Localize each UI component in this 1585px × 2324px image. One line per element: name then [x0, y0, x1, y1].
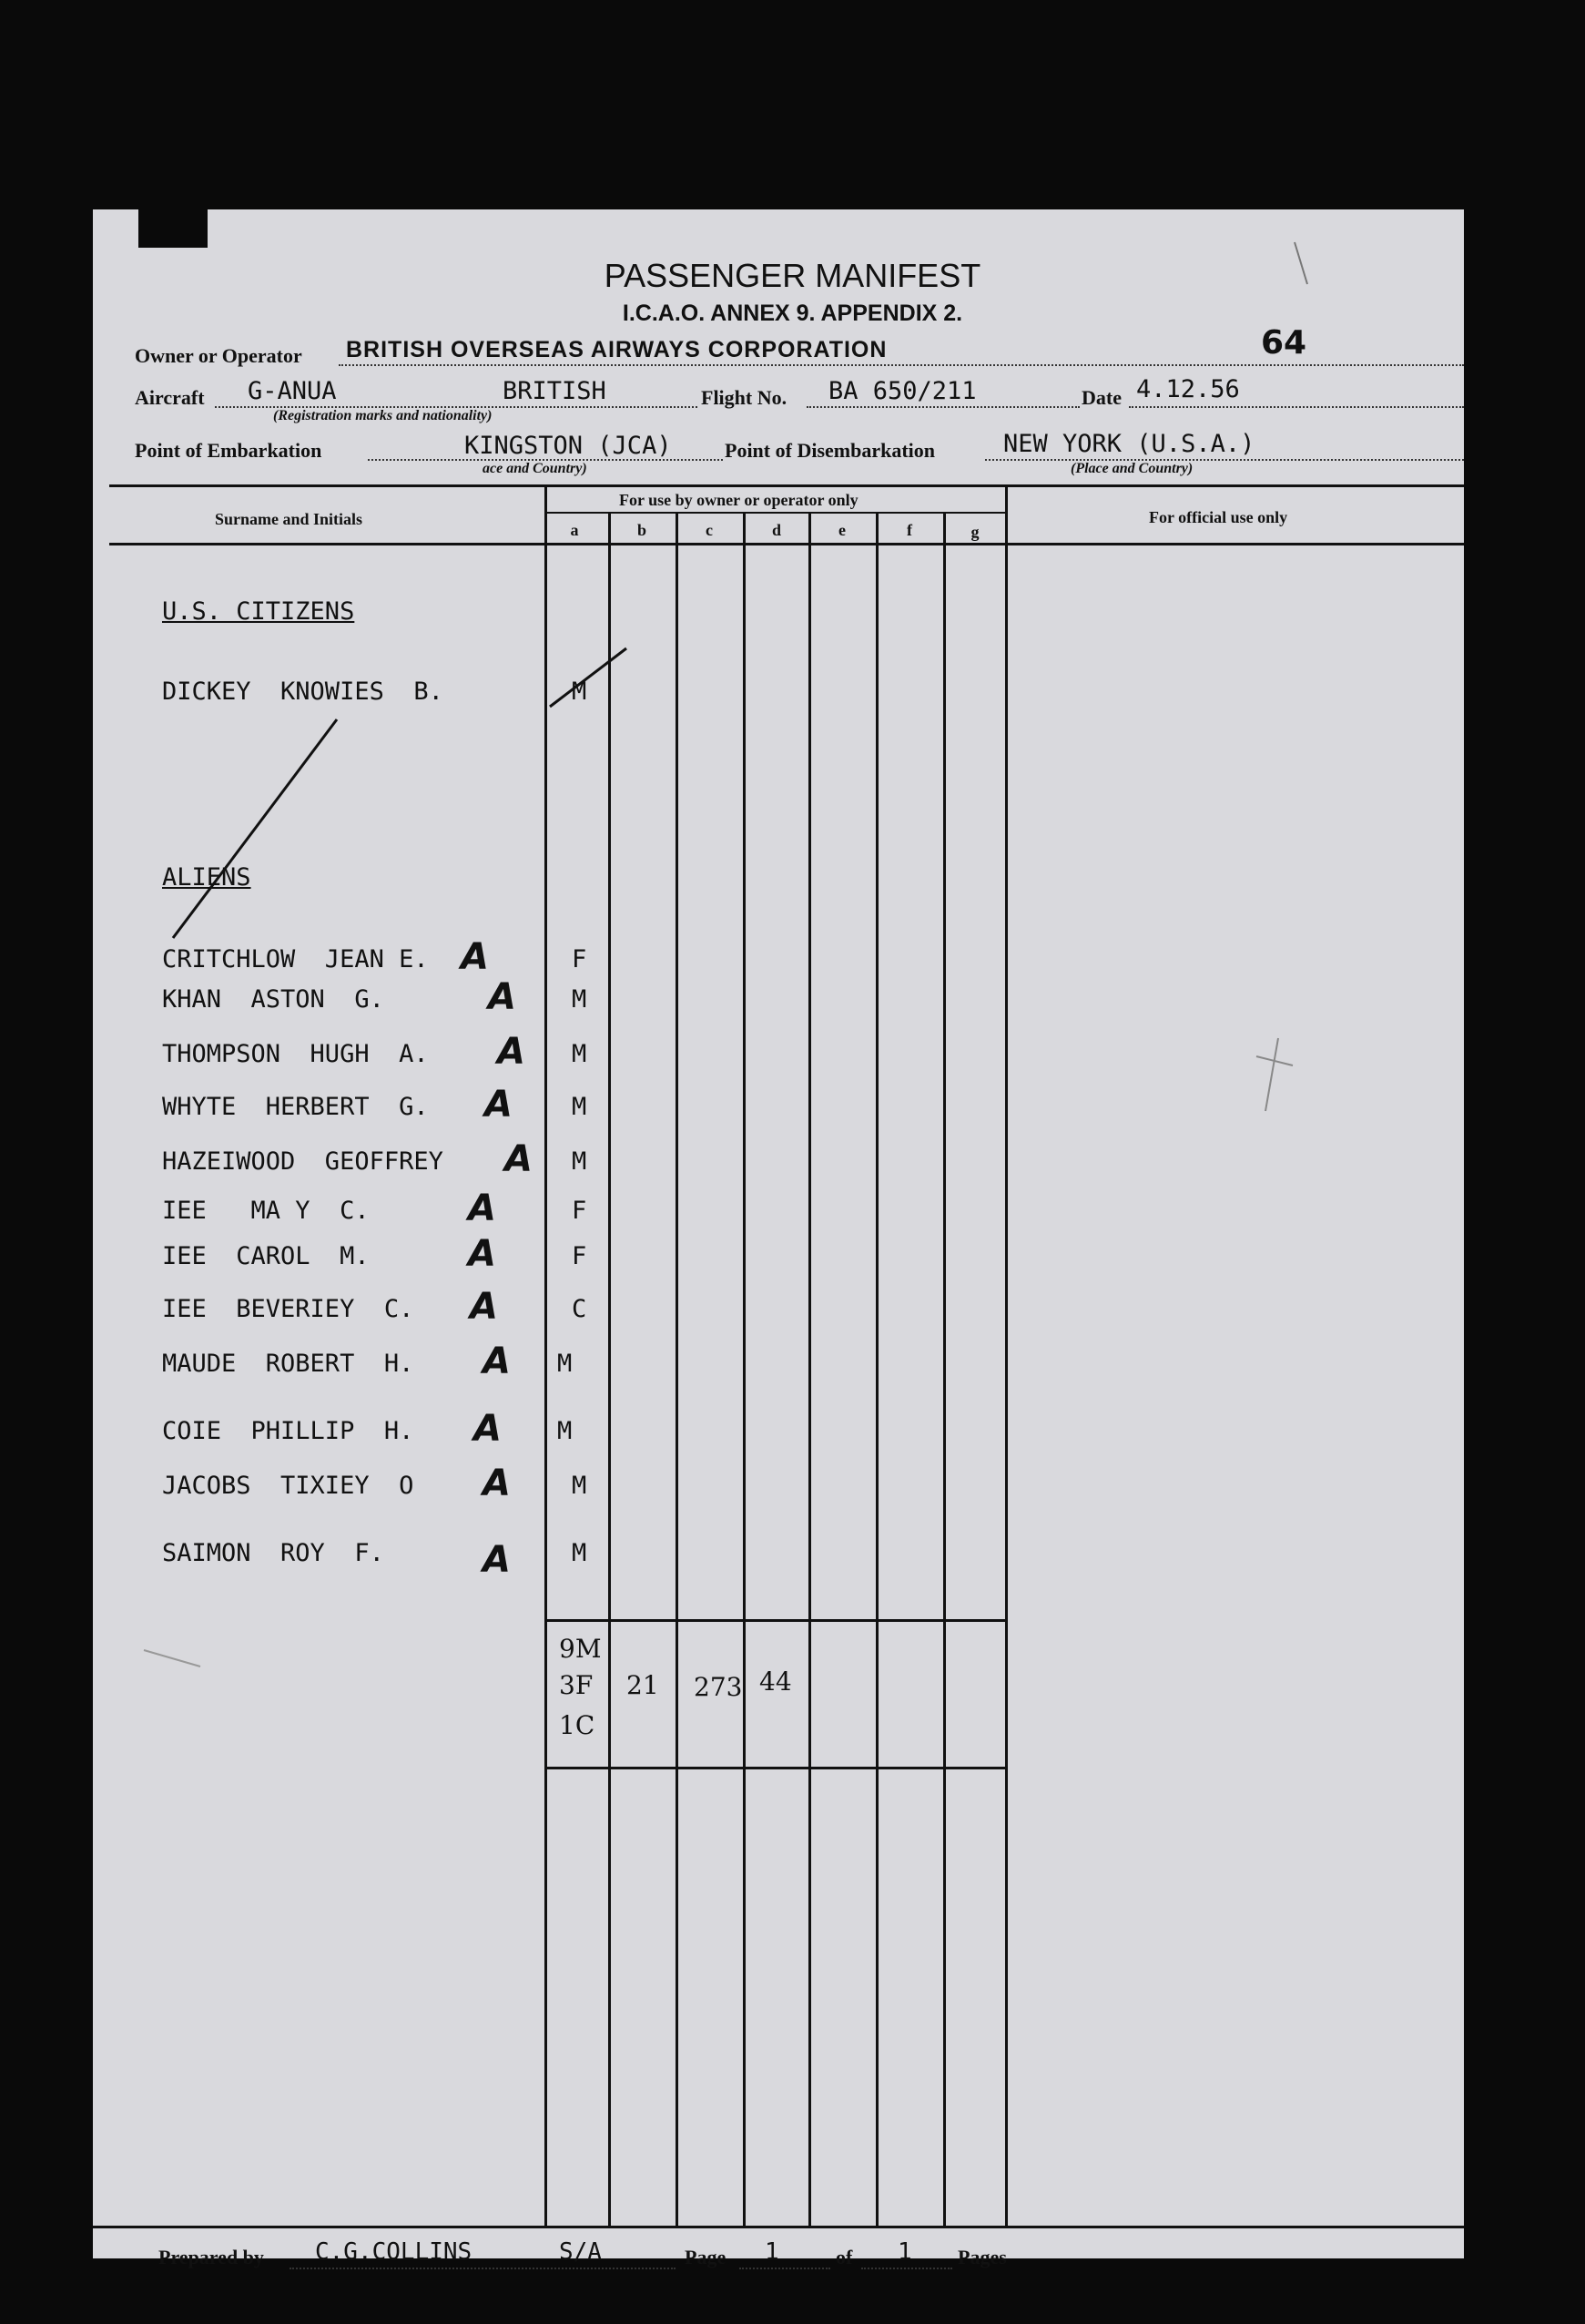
- passenger-sex: M: [572, 1539, 587, 1567]
- passenger-name: SAIMON ROY F.: [162, 1539, 384, 1567]
- disembarkation-label: Point of Disembarkation: [725, 439, 935, 462]
- pages-label: Pages: [958, 2246, 1007, 2268]
- alien-mark: A: [484, 1084, 513, 1126]
- embarkation-value: KINGSTON (JCA): [464, 432, 672, 460]
- passenger-name: IEE CAROL M.: [162, 1242, 370, 1270]
- owner-use-header: For use by owner or operator only: [619, 491, 859, 509]
- column-header-d: d: [771, 521, 781, 539]
- passenger-name: COIE PHILLIP H.: [162, 1417, 414, 1445]
- alien-mark: A: [483, 1463, 511, 1504]
- passenger-sex: F: [572, 1242, 587, 1270]
- passenger-name: IEE MA Y C.: [162, 1197, 370, 1225]
- owner-label: Owner or Operator: [135, 344, 302, 367]
- column-header-b: b: [636, 521, 646, 539]
- total-children: 1C: [559, 1710, 595, 1740]
- page-label: Page: [685, 2246, 726, 2268]
- embarkation-caption: ace and Country): [483, 461, 587, 476]
- total-female: 3F: [559, 1670, 594, 1700]
- aircraft-registration: G-ANUA: [248, 377, 337, 405]
- page-number: 1: [765, 2238, 779, 2266]
- of-label: of: [836, 2246, 853, 2268]
- page-title: PASSENGER MANIFEST: [604, 257, 981, 294]
- alien-mark: A: [473, 1408, 502, 1450]
- passenger-name: IEE BEVERIEY C.: [162, 1295, 414, 1323]
- disembarkation-value: NEW YORK (U.S.A.): [1003, 430, 1255, 458]
- column-header-a: a: [570, 521, 579, 539]
- alien-mark: A: [483, 1539, 511, 1581]
- aircraft-label: Aircraft: [135, 386, 205, 409]
- aircraft-nationality: BRITISH: [503, 377, 606, 405]
- embarkation-label: Point of Embarkation: [135, 439, 322, 462]
- sheet-number: 64: [1261, 324, 1307, 362]
- passenger-sex: M: [572, 1040, 587, 1068]
- column-header-f: f: [907, 521, 912, 539]
- surname-header: Surname and Initials: [215, 510, 363, 528]
- passenger-sex: M: [572, 1472, 587, 1500]
- passenger-sex: M: [572, 1147, 587, 1176]
- checkmark-stroke: [550, 648, 626, 707]
- alien-mark: A: [461, 936, 489, 978]
- alien-mark: A: [497, 1031, 525, 1073]
- flight-number: BA 650/211: [828, 377, 977, 405]
- disembarkation-caption: (Place and Country): [1071, 461, 1194, 476]
- faint-pencil-stroke: [144, 1650, 200, 1667]
- official-use-header: For official use only: [1149, 508, 1288, 526]
- date-value: 4.12.56: [1136, 375, 1240, 403]
- date-label: Date: [1082, 386, 1122, 409]
- section-us-citizens: U.S. CITIZENS: [162, 597, 355, 626]
- passenger-sex: M: [572, 1093, 587, 1121]
- total-column-d: 44: [759, 1667, 792, 1697]
- page-subtitle: I.C.A.O. ANNEX 9. APPENDIX 2.: [622, 301, 963, 326]
- passenger-name: HAZEIWOOD GEOFFREY: [162, 1147, 443, 1176]
- passenger-sex: M: [572, 985, 587, 1014]
- passenger-name: THOMPSON HUGH A.: [162, 1040, 429, 1068]
- page-total: 1: [898, 2238, 912, 2266]
- alien-mark: A: [488, 976, 516, 1018]
- aircraft-caption: (Registration marks and nationality): [273, 408, 493, 423]
- column-header-c: c: [706, 521, 713, 539]
- total-column-b: 21: [626, 1670, 659, 1700]
- strike-through-stroke: [173, 719, 337, 938]
- faint-pencil-stroke: [1295, 242, 1307, 284]
- passenger-sex: F: [572, 945, 587, 973]
- passenger-name: MAUDE ROBERT H.: [162, 1350, 414, 1378]
- passenger-sex: M: [557, 1350, 573, 1378]
- passenger-sex: M: [572, 678, 587, 706]
- alien-mark: A: [468, 1233, 496, 1275]
- total-male: 9M: [559, 1634, 602, 1664]
- section-aliens: ALIENS: [162, 863, 251, 892]
- alien-mark: A: [504, 1138, 533, 1180]
- total-column-c: 273: [694, 1672, 743, 1702]
- passenger-name: DICKEY KNOWIES B.: [162, 678, 443, 706]
- passenger-name: JACOBS TIXIEY O: [162, 1472, 414, 1500]
- owner-value: BRITISH OVERSEAS AIRWAYS CORPORATION: [346, 337, 888, 362]
- prepared-by-label: Prepared by: [158, 2246, 264, 2268]
- preparer-role: S/A: [559, 2238, 602, 2266]
- passenger-sex: F: [572, 1197, 587, 1225]
- alien-mark: A: [470, 1286, 498, 1328]
- alien-mark: A: [483, 1340, 511, 1382]
- passenger-name: KHAN ASTON G.: [162, 985, 384, 1014]
- faint-pencil-stroke: [1265, 1038, 1278, 1111]
- prepared-by-value: C.G.COLLINS: [315, 2238, 472, 2266]
- column-header-g: g: [970, 523, 980, 541]
- passenger-sex: M: [557, 1417, 573, 1445]
- passenger-sex: C: [572, 1295, 587, 1323]
- flight-label: Flight No.: [701, 386, 787, 409]
- passenger-name: CRITCHLOW JEAN E.: [162, 945, 429, 973]
- column-header-e: e: [838, 521, 846, 539]
- alien-mark: A: [468, 1187, 496, 1229]
- passenger-name: WHYTE HERBERT G.: [162, 1093, 429, 1121]
